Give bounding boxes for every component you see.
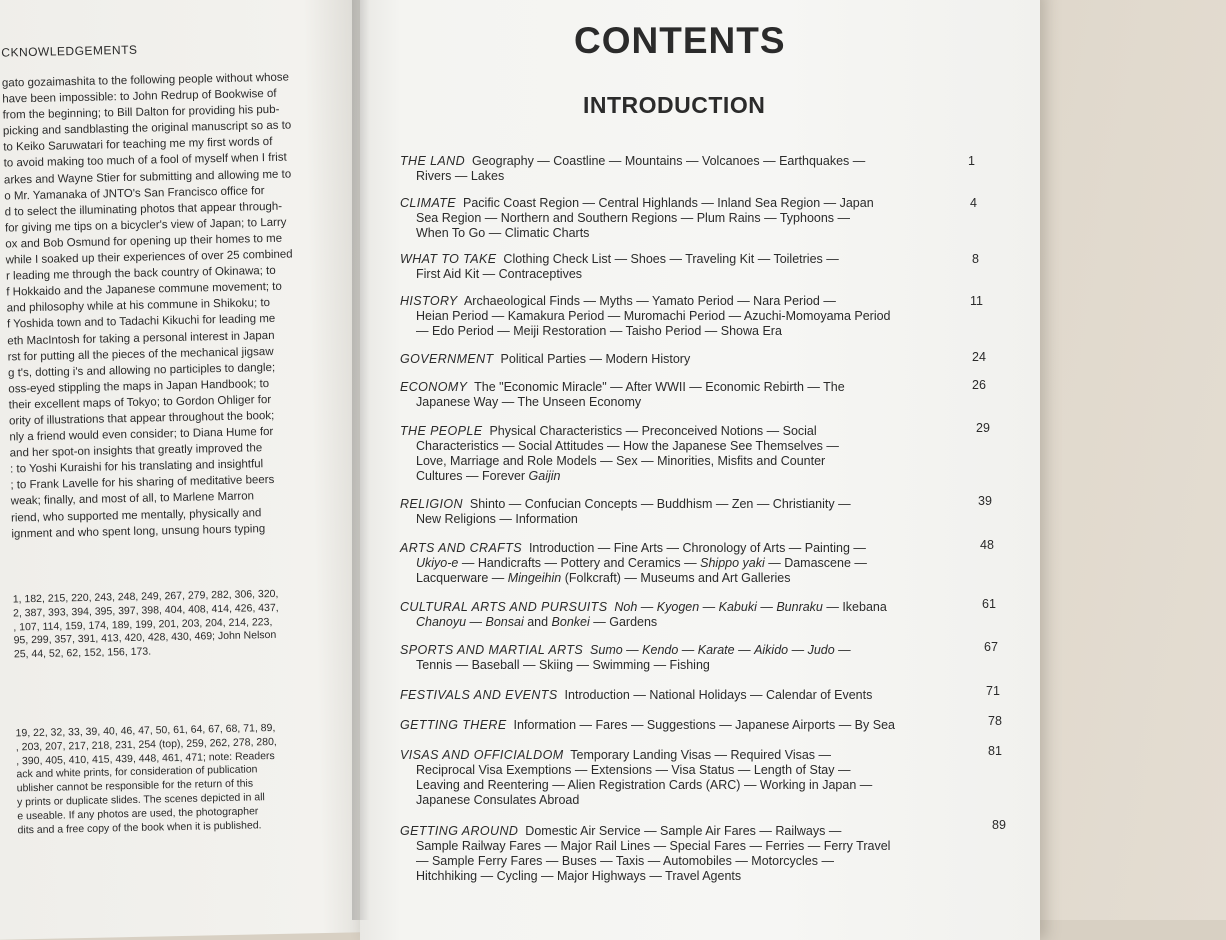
ack-line: while I soaked up their experiences of over 25 combined (5, 248, 293, 267)
toc-page-number: 29 (976, 421, 990, 435)
page-title: CONTENTS (574, 20, 786, 61)
toc-entry-heading: SPORTS AND MARTIAL ARTS (400, 643, 584, 657)
toc-entry-heading: HISTORY (400, 294, 458, 308)
toc-entry-topics-cont: New Religions — Information (416, 512, 578, 526)
toc-entry (400, 718, 960, 733)
toc-page-number: 81 (988, 744, 1002, 758)
toc-entry-heading: CULTURAL ARTS AND PURSUITS (400, 600, 608, 614)
acknowledgements-heading: CKNOWLEDGEMENTS (1, 42, 138, 60)
toc-entry-topics-cont: Ukiyo-e — Handicrafts — Pottery and Ceramics — Shippo yaki — Damascene — (416, 556, 867, 570)
toc-entry (400, 380, 960, 410)
photo-credits-note-block (15, 721, 337, 838)
toc-entry-topics-cont: Sample Railway Fares — Major Rail Lines — Special Fares — Ferries — Ferry Travel (416, 839, 891, 853)
ack-line: arkes and Wayne Stier for submitting and allowing me to (3, 168, 292, 187)
ack-line: have been impossible: to John Redrup of Bookwise of (2, 87, 277, 106)
ack-line: riend, who supported me mentally, physically and (10, 506, 262, 524)
ack-line: nly a friend would even consider; to Diana Hume for (9, 426, 274, 444)
ack-line: : to Yoshi Kuraishi for his translating and insightful (9, 458, 264, 476)
toc-entry-topics: Political Parties — Modern History (500, 352, 691, 366)
ack-line: ox and Bob Osmund for opening up their homes to me (5, 232, 283, 251)
ack-line: from the beginning; to Bill Dalton for providing his pub- (2, 103, 280, 122)
toc-entry-heading: RELIGION (400, 497, 463, 511)
toc-entry-topics-cont: Characteristics — Social Attitudes — How the Japanese See Themselves — (416, 439, 839, 453)
toc-entry-topics-cont: Chanoyu — Bonsai and Bonkei — Gardens (416, 615, 658, 629)
credit-line: 2, 387, 393, 394, 395, 397, 398, 404, 408, 414, 426, 437, (12, 601, 279, 620)
credit-line: 95, 299, 357, 391, 413, 420, 428, 430, 469; John Nelson (13, 629, 277, 647)
toc-entry (400, 424, 960, 484)
toc-page-number: 4 (970, 196, 977, 210)
ack-line: f Hokkaido and the Japanese commune movement; to (6, 280, 282, 299)
ack-line: f Yoshida town and to Tadachi Kikuchi for leading me (6, 313, 276, 331)
toc-entry-topics: Information — Fares — Suggestions — Japanese Airports — By Sea (513, 718, 895, 732)
toc-entry-topics-cont: Cultures — Forever Gaijin (416, 469, 561, 483)
toc-entry-topics-cont: Sea Region — Northern and Southern Regions — Plum Rains — Typhoons — (416, 211, 851, 225)
toc-entry-topics: Archaeological Finds — Myths — Yamato Period — Nara Period — (463, 294, 836, 308)
credit-line: , 107, 114, 159, 174, 189, 199, 201, 203, 204, 214, 223, (13, 615, 273, 634)
toc-entry-topics: Temporary Landing Visas — Required Visas — (570, 748, 832, 762)
toc-entry-heading: GOVERNMENT (400, 352, 494, 366)
ack-line: and her spot-on insights that greatly improved the (9, 442, 263, 460)
ack-line: to Keiko Saruwatari for teaching me my first words of (3, 136, 273, 154)
ack-line: to avoid making too much of a fool of myself when I frist (3, 152, 287, 171)
toc-entry-topics: Shinto — Confucian Concepts — Buddhism — Zen — Christianity — (469, 497, 851, 511)
ack-line: oss-eyed stippling the maps in Japan Handbook; to (8, 377, 270, 396)
ack-line: weak; finally, and most of all, to Marlene Marron (10, 490, 255, 508)
toc-entry-topics-cont: Reciprocal Visa Exemptions — Extensions — Visa Status — Length of Stay — (416, 763, 851, 777)
toc-entry-topics: Introduction — Fine Arts — Chronology of Arts — Painting — (528, 541, 866, 555)
toc-entry (400, 541, 960, 586)
ack-line: and philosophy while at his commune in Shikoku; to (6, 297, 271, 315)
ack-line: ority of illustrations that appear throughout the book; (8, 409, 275, 428)
toc-entry-heading: THE PEOPLE (400, 424, 483, 438)
toc-entry (400, 196, 960, 241)
toc-entry-topics-cont: First Aid Kit — Contraceptives (416, 267, 583, 281)
ack-line: rst for putting all the pieces of the mechanical jigsaw (7, 345, 274, 364)
photo-credits-block (13, 587, 334, 663)
ack-line: r leading me through the back country of Okinawa; to (5, 264, 276, 283)
toc-entry-heading: VISAS AND OFFICIALDOM (400, 748, 564, 762)
toc-entry (400, 252, 960, 282)
toc-entry-topics: Pacific Coast Region — Central Highlands — Inland Sea Region — Japan (463, 196, 874, 210)
toc-entry (400, 352, 960, 367)
toc-entry (400, 688, 960, 703)
toc-entry-heading: ECONOMY (400, 380, 468, 394)
toc-entry-topics-cont: Japanese Consulates Abroad (416, 793, 580, 807)
toc-entry-topics-cont: Tennis — Baseball — Skiing — Swimming — Fishing (416, 658, 710, 672)
credit-line: , 390, 405, 410, 415, 439, 448, 461, 471; note: Readers (16, 749, 275, 768)
credit-line: 25, 44, 52, 62, 152, 156, 173. (13, 645, 152, 661)
ack-line: ; to Frank Lavelle for his sharing of meditative beers (10, 474, 275, 492)
toc-page-number: 26 (972, 378, 986, 392)
toc-entry-topics-cont: When To Go — Climatic Charts (416, 226, 590, 240)
toc-entry-heading: FESTIVALS AND EVENTS (400, 688, 558, 702)
toc-entry-topics: Geography — Coastline — Mountains — Volcanoes — Earthquakes — (471, 154, 866, 168)
toc-page-number: 78 (988, 714, 1002, 728)
credit-line: e useable. If any photos are used, the photographer (17, 805, 259, 823)
toc-page-number: 24 (972, 350, 986, 364)
toc-entry-heading: ARTS AND CRAFTS (400, 541, 522, 555)
toc-entry-topics: Clothing Check List — Shoes — Traveling Kit — Toiletries — (503, 252, 839, 266)
toc-entry-heading: GETTING AROUND (400, 824, 519, 838)
toc-page-number: 61 (982, 597, 996, 611)
toc-page-number: 39 (978, 494, 992, 508)
toc-entry-topics: Introduction — National Holidays — Calendar of Events (564, 688, 873, 702)
toc-entry-topics: Physical Characteristics — Preconceived Notions — Social (489, 424, 817, 438)
toc-entry-topics-cont: Japanese Way — The Unseen Economy (416, 395, 642, 409)
credit-line: ack and white prints, for consideration of publication (16, 763, 258, 781)
toc-page-number: 67 (984, 640, 998, 654)
toc-page-number: 1 (968, 154, 975, 168)
toc-entry-heading: WHAT TO TAKE (400, 252, 497, 266)
credit-line: ublisher cannot be responsible for the return of this (16, 777, 254, 795)
ack-line: gato gozaimashita to the following people without whose (1, 71, 290, 90)
credit-line: 19, 22, 32, 33, 39, 40, 46, 47, 50, 61, 64, 67, 68, 71, 89, (15, 721, 276, 740)
toc-entry (400, 748, 960, 808)
toc-entry-topics-cont: — Sample Ferry Fares — Buses — Taxis — Automobiles — Motorcycles — (416, 854, 834, 868)
ack-line: d to select the illuminating photos that appear through- (4, 200, 283, 219)
toc-entry (400, 497, 960, 527)
toc-page-number: 8 (972, 252, 979, 266)
toc-entry: SPORTS AND MARTIAL ARTS Sumo — Kendo — Karate — Aikido — Judo — Tennis — Baseball — Skiing — Swimming — Fishing (400, 643, 960, 673)
toc-entry (400, 824, 960, 884)
ack-line: o Mr. Yamanaka of JNTO's San Francisco office for (4, 184, 265, 203)
toc-page-number: 11 (970, 294, 983, 308)
ack-line: eth MacIntosh for taking a personal interest in Japan (7, 329, 275, 348)
book-gutter (352, 0, 370, 920)
credit-line: 1, 182, 215, 220, 243, 248, 249, 267, 279, 282, 306, 320, (12, 587, 279, 606)
toc-entry-topics-cont: Leaving and Reentering — Alien Registration Cards (ARC) — Working in Japan — (416, 778, 873, 792)
toc-page-number: 71 (986, 684, 1000, 698)
toc-entry-topics: Domestic Air Service — Sample Air Fares — Railways — (525, 824, 842, 838)
toc-entry-topics: The "Economic Miracle" — After WWII — Economic Rebirth — The (474, 380, 845, 394)
ack-line: their excellent maps of Tokyo; to Gordon Ohliger for (8, 393, 272, 412)
credit-line: dits and a free copy of the book when it is published. (17, 818, 262, 836)
toc-entry-topics-cont: Lacquerware — Mingeihin (Folkcraft) — Museums and Art Galleries (416, 571, 791, 585)
toc-entry (400, 294, 960, 339)
toc-entry-heading: THE LAND (400, 154, 466, 168)
credit-line: y prints or duplicate slides. The scenes depicted in all (16, 791, 265, 809)
toc-entry-topics-cont: — Edo Period — Meiji Restoration — Taisho Period — Showa Era (416, 324, 782, 338)
toc-entry: CULTURAL ARTS AND PURSUITS Noh — Kyogen — Kabuki — Bunraku — Ikebana Chanoyu — Bonsai and Bonkei — Gardens (400, 600, 960, 630)
toc-entry-heading: CLIMATE (400, 196, 457, 210)
toc-entry-topics-cont: Hitchhiking — Cycling — Major Highways — Travel Agents (416, 869, 742, 883)
toc-page-number: 89 (992, 818, 1006, 832)
toc-entry-heading: GETTING THERE (400, 718, 507, 732)
toc-entry-topics-cont: Love, Marriage and Role Models — Sex — Minorities, Misfits and Counter (416, 454, 826, 468)
ack-line: for giving me tips on a bicycler's view of Japan; to Larry (4, 216, 287, 235)
section-title: INTRODUCTION (583, 92, 766, 118)
toc-page-number: 48 (980, 538, 994, 552)
toc-entry-topics-cont: Heian Period — Kamakura Period — Muromachi Period — Azuchi-Momoyama Period (416, 309, 891, 323)
left-page (0, 0, 380, 940)
toc-entry-topics-cont: Rivers — Lakes (416, 169, 505, 183)
toc-entry (400, 154, 960, 184)
ack-line: ignment and who spent long, unsung hours typing (11, 522, 266, 541)
ack-line: picking and sandblasting the original manuscript so as to (2, 119, 292, 138)
acknowledgements-text (2, 69, 342, 543)
credit-line: , 203, 207, 217, 218, 231, 254 (top), 259, 262, 278, 280, (15, 735, 277, 754)
ack-line: g t's, dotting i's and allowing no participles to dangle; (7, 361, 276, 380)
